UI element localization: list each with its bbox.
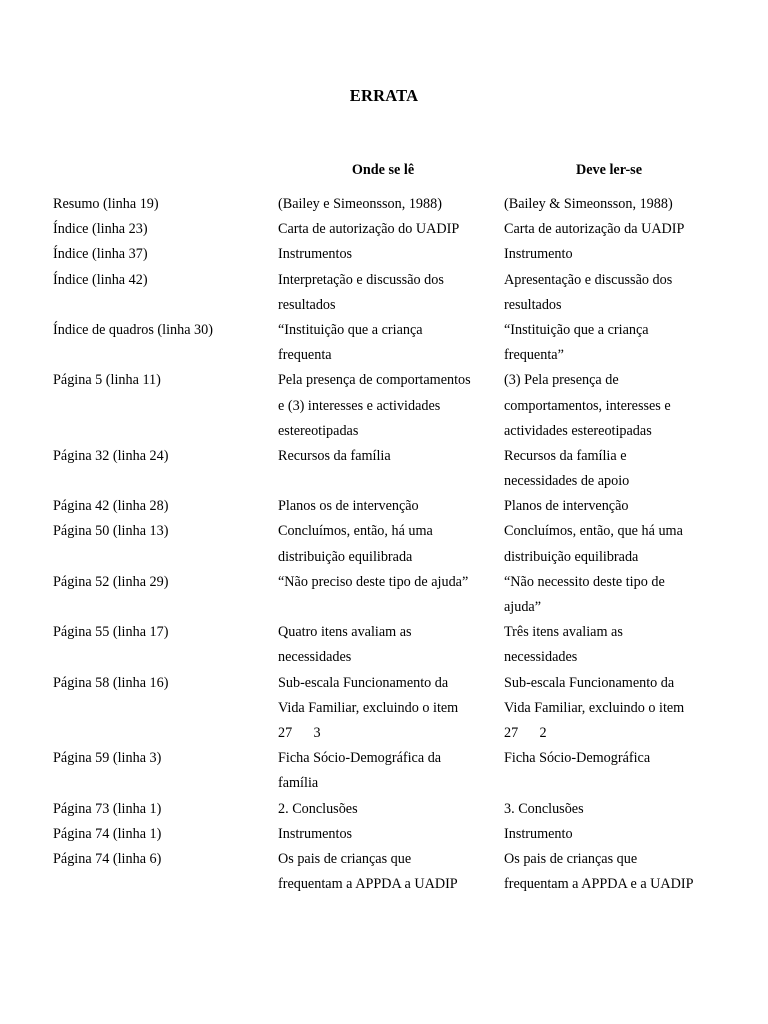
onde-se-le-cell-line: família	[278, 775, 319, 792]
errata-row	[0, 368, 768, 444]
deve-ler-se-cell-line: (Bailey & Simeonsson, 1988)	[504, 196, 673, 212]
onde-se-le-cell-line: Carta de autorização do UADIP	[278, 221, 460, 238]
onde-se-le-cell	[278, 746, 504, 796]
onde-se-le-cell-line: Ficha Sócio-Demográfica da	[278, 750, 442, 767]
location-cell	[53, 242, 278, 267]
onde-se-le-cell	[278, 192, 504, 217]
location-cell-line: Página 58 (linha 16)	[53, 674, 169, 691]
deve-ler-se-cell	[504, 368, 734, 444]
deve-ler-se-cell-line: Apresentação e discussão dos	[504, 271, 673, 288]
location-cell-line: Página 32 (linha 24)	[53, 447, 169, 464]
location-cell-line: Página 5 (linha 11)	[53, 372, 161, 389]
onde-se-le-cell-line: Os pais de crianças que	[278, 850, 412, 867]
location-cell	[53, 368, 278, 444]
deve-ler-se-cell-line: Ficha Sócio-Demográfica	[504, 750, 651, 767]
onde-se-le-cell-line: Sub-escala Funcionamento da	[278, 674, 449, 691]
onde-se-le-cell	[278, 671, 504, 747]
errata-row	[0, 847, 768, 897]
deve-ler-se-cell-line: Planos de intervenção	[504, 498, 629, 515]
location-cell	[53, 192, 278, 217]
deve-ler-se-cell-line: Instrumento	[504, 246, 573, 263]
location-cell	[53, 268, 278, 318]
onde-se-le-cell-line: frequenta	[278, 347, 332, 364]
deve-ler-se-cell-line: Três itens avaliam as	[504, 624, 623, 641]
onde-se-le-cell	[278, 797, 504, 822]
onde-se-le-cell-line: Quatro itens avaliam as	[278, 624, 412, 641]
location-cell	[53, 217, 278, 242]
deve-ler-se-cell-line: frequentam a APPDA e a UADIP	[504, 876, 694, 893]
location-cell	[53, 570, 278, 620]
onde-se-le-cell-line: 27 3	[278, 724, 321, 741]
deve-ler-se-cell	[504, 192, 734, 217]
onde-se-le-cell-line: Instrumentos	[278, 825, 353, 842]
location-cell-line: Página 74 (linha 6)	[53, 850, 162, 867]
deve-ler-se-cell-line: 3. Conclusões	[504, 800, 584, 817]
deve-ler-se-cell	[504, 318, 734, 368]
onde-se-le-cell-line: resultados	[278, 296, 336, 313]
deve-ler-se-cell-line: 27 2	[504, 724, 547, 741]
deve-ler-se-cell	[504, 847, 734, 897]
deve-ler-se-cell	[504, 494, 734, 519]
onde-se-le-cell-line: frequentam a APPDA a UADIP	[278, 876, 458, 893]
onde-se-le-cell-line: Interpretação e discussão dos	[278, 271, 444, 288]
deve-ler-se-cell-line: distribuição equilibrada	[504, 548, 639, 565]
location-cell-line: Resumo (linha 19)	[53, 196, 159, 212]
deve-ler-se-cell	[504, 519, 734, 569]
location-cell	[53, 620, 278, 670]
errata-row	[0, 444, 768, 494]
location-cell	[53, 519, 278, 569]
onde-se-le-cell	[278, 268, 504, 318]
deve-ler-se-cell	[504, 671, 734, 747]
column-header-deve-ler-se: Deve ler-se	[575, 162, 643, 178]
page-title: ERRATA	[349, 86, 419, 105]
location-cell-line: Índice (linha 42)	[53, 271, 148, 288]
errata-row	[0, 671, 768, 747]
onde-se-le-cell	[278, 368, 504, 444]
errata-row	[0, 797, 768, 822]
deve-ler-se-cell-line: frequenta”	[504, 347, 564, 364]
location-cell-line: Página 73 (linha 1)	[53, 800, 162, 817]
onde-se-le-cell	[278, 570, 504, 620]
location-cell	[53, 746, 278, 796]
onde-se-le-cell-line: Concluímos, então, há uma	[278, 523, 433, 540]
onde-se-le-cell	[278, 444, 504, 494]
errata-row	[0, 620, 768, 670]
location-cell-line: Índice de quadros (linha 30)	[53, 321, 213, 338]
onde-se-le-cell	[278, 822, 504, 847]
deve-ler-se-cell-line: resultados	[504, 296, 562, 313]
onde-se-le-cell-line: Instrumentos	[278, 246, 353, 263]
onde-se-le-cell-line: necessidades	[278, 649, 352, 666]
deve-ler-se-cell-line: “Instituição que a criança	[504, 321, 649, 338]
deve-ler-se-cell-line: Sub-escala Funcionamento da	[504, 674, 675, 691]
column-header-onde-se-le: Onde se lê	[351, 162, 415, 178]
onde-se-le-cell	[278, 242, 504, 267]
deve-ler-se-cell	[504, 620, 734, 670]
deve-ler-se-cell-line: (3) Pela presença de	[504, 372, 619, 389]
errata-row	[0, 242, 768, 267]
location-cell	[53, 494, 278, 519]
onde-se-le-cell-line: “Instituição que a criança	[278, 321, 423, 338]
onde-se-le-cell-line: Planos os de intervenção	[278, 498, 419, 515]
location-cell	[53, 822, 278, 847]
onde-se-le-cell	[278, 847, 504, 897]
errata-row	[0, 746, 768, 796]
errata-row	[0, 268, 768, 318]
location-cell-line: Página 50 (linha 13)	[53, 523, 169, 540]
deve-ler-se-cell	[504, 822, 734, 847]
deve-ler-se-cell	[504, 268, 734, 318]
errata-row	[0, 822, 768, 847]
location-cell	[53, 318, 278, 368]
location-cell-line: Índice (linha 37)	[53, 246, 148, 263]
location-cell-line: Página 59 (linha 3)	[53, 750, 162, 767]
deve-ler-se-cell	[504, 444, 734, 494]
deve-ler-se-cell-line: “Não necessito deste tipo de	[504, 573, 665, 590]
deve-ler-se-cell	[504, 797, 734, 822]
onde-se-le-cell-line: e (3) interesses e actividades	[278, 397, 441, 414]
onde-se-le-cell-line: estereotipadas	[278, 422, 359, 439]
onde-se-le-cell	[278, 519, 504, 569]
deve-ler-se-cell-line: Carta de autorização da UADIP	[504, 221, 685, 238]
deve-ler-se-cell-line: Concluímos, então, que há uma	[504, 523, 683, 540]
onde-se-le-cell-line: (Bailey e Simeonsson, 1988)	[278, 196, 442, 212]
onde-se-le-cell-line: Vida Familiar, excluindo o item	[278, 699, 459, 716]
deve-ler-se-cell-line: Vida Familiar, excluindo o item	[504, 699, 685, 716]
errata-row	[0, 570, 768, 620]
deve-ler-se-cell	[504, 570, 734, 620]
deve-ler-se-cell-line: comportamentos, interesses e	[504, 397, 671, 414]
onde-se-le-cell	[278, 217, 504, 242]
location-cell-line: Índice (linha 23)	[53, 221, 148, 238]
deve-ler-se-cell-line: necessidades de apoio	[504, 473, 630, 490]
errata-row	[0, 494, 768, 519]
onde-se-le-cell-line: Recursos da família	[278, 447, 391, 464]
location-cell	[53, 444, 278, 494]
onde-se-le-cell	[278, 318, 504, 368]
deve-ler-se-cell	[504, 217, 734, 242]
onde-se-le-cell-line: distribuição equilibrada	[278, 548, 413, 565]
deve-ler-se-cell-line: necessidades	[504, 649, 578, 666]
deve-ler-se-cell	[504, 242, 734, 267]
location-cell-line: Página 74 (linha 1)	[53, 825, 162, 842]
onde-se-le-cell-line: 2. Conclusões	[278, 800, 358, 817]
deve-ler-se-cell-line: Os pais de crianças que	[504, 850, 638, 867]
onde-se-le-cell-line: Pela presença de comportamentos	[278, 372, 471, 389]
errata-table	[0, 192, 768, 897]
location-cell	[53, 797, 278, 822]
location-cell-line: Página 42 (linha 28)	[53, 498, 169, 515]
deve-ler-se-cell	[504, 746, 734, 796]
deve-ler-se-cell-line: actividades estereotipadas	[504, 422, 652, 439]
errata-row	[0, 192, 768, 217]
errata-row	[0, 519, 768, 569]
location-cell-line: Página 55 (linha 17)	[53, 624, 169, 641]
location-cell	[53, 671, 278, 747]
location-cell-line: Página 52 (linha 29)	[53, 573, 169, 590]
deve-ler-se-cell-line: ajuda”	[504, 599, 542, 615]
onde-se-le-cell	[278, 494, 504, 519]
onde-se-le-cell	[278, 620, 504, 670]
deve-ler-se-cell-line: Recursos da família e	[504, 447, 627, 464]
location-cell	[53, 847, 278, 897]
errata-row	[0, 217, 768, 242]
errata-row	[0, 318, 768, 368]
onde-se-le-cell-line: “Não preciso deste tipo de ajuda”	[278, 573, 469, 590]
deve-ler-se-cell-line: Instrumento	[504, 825, 573, 842]
